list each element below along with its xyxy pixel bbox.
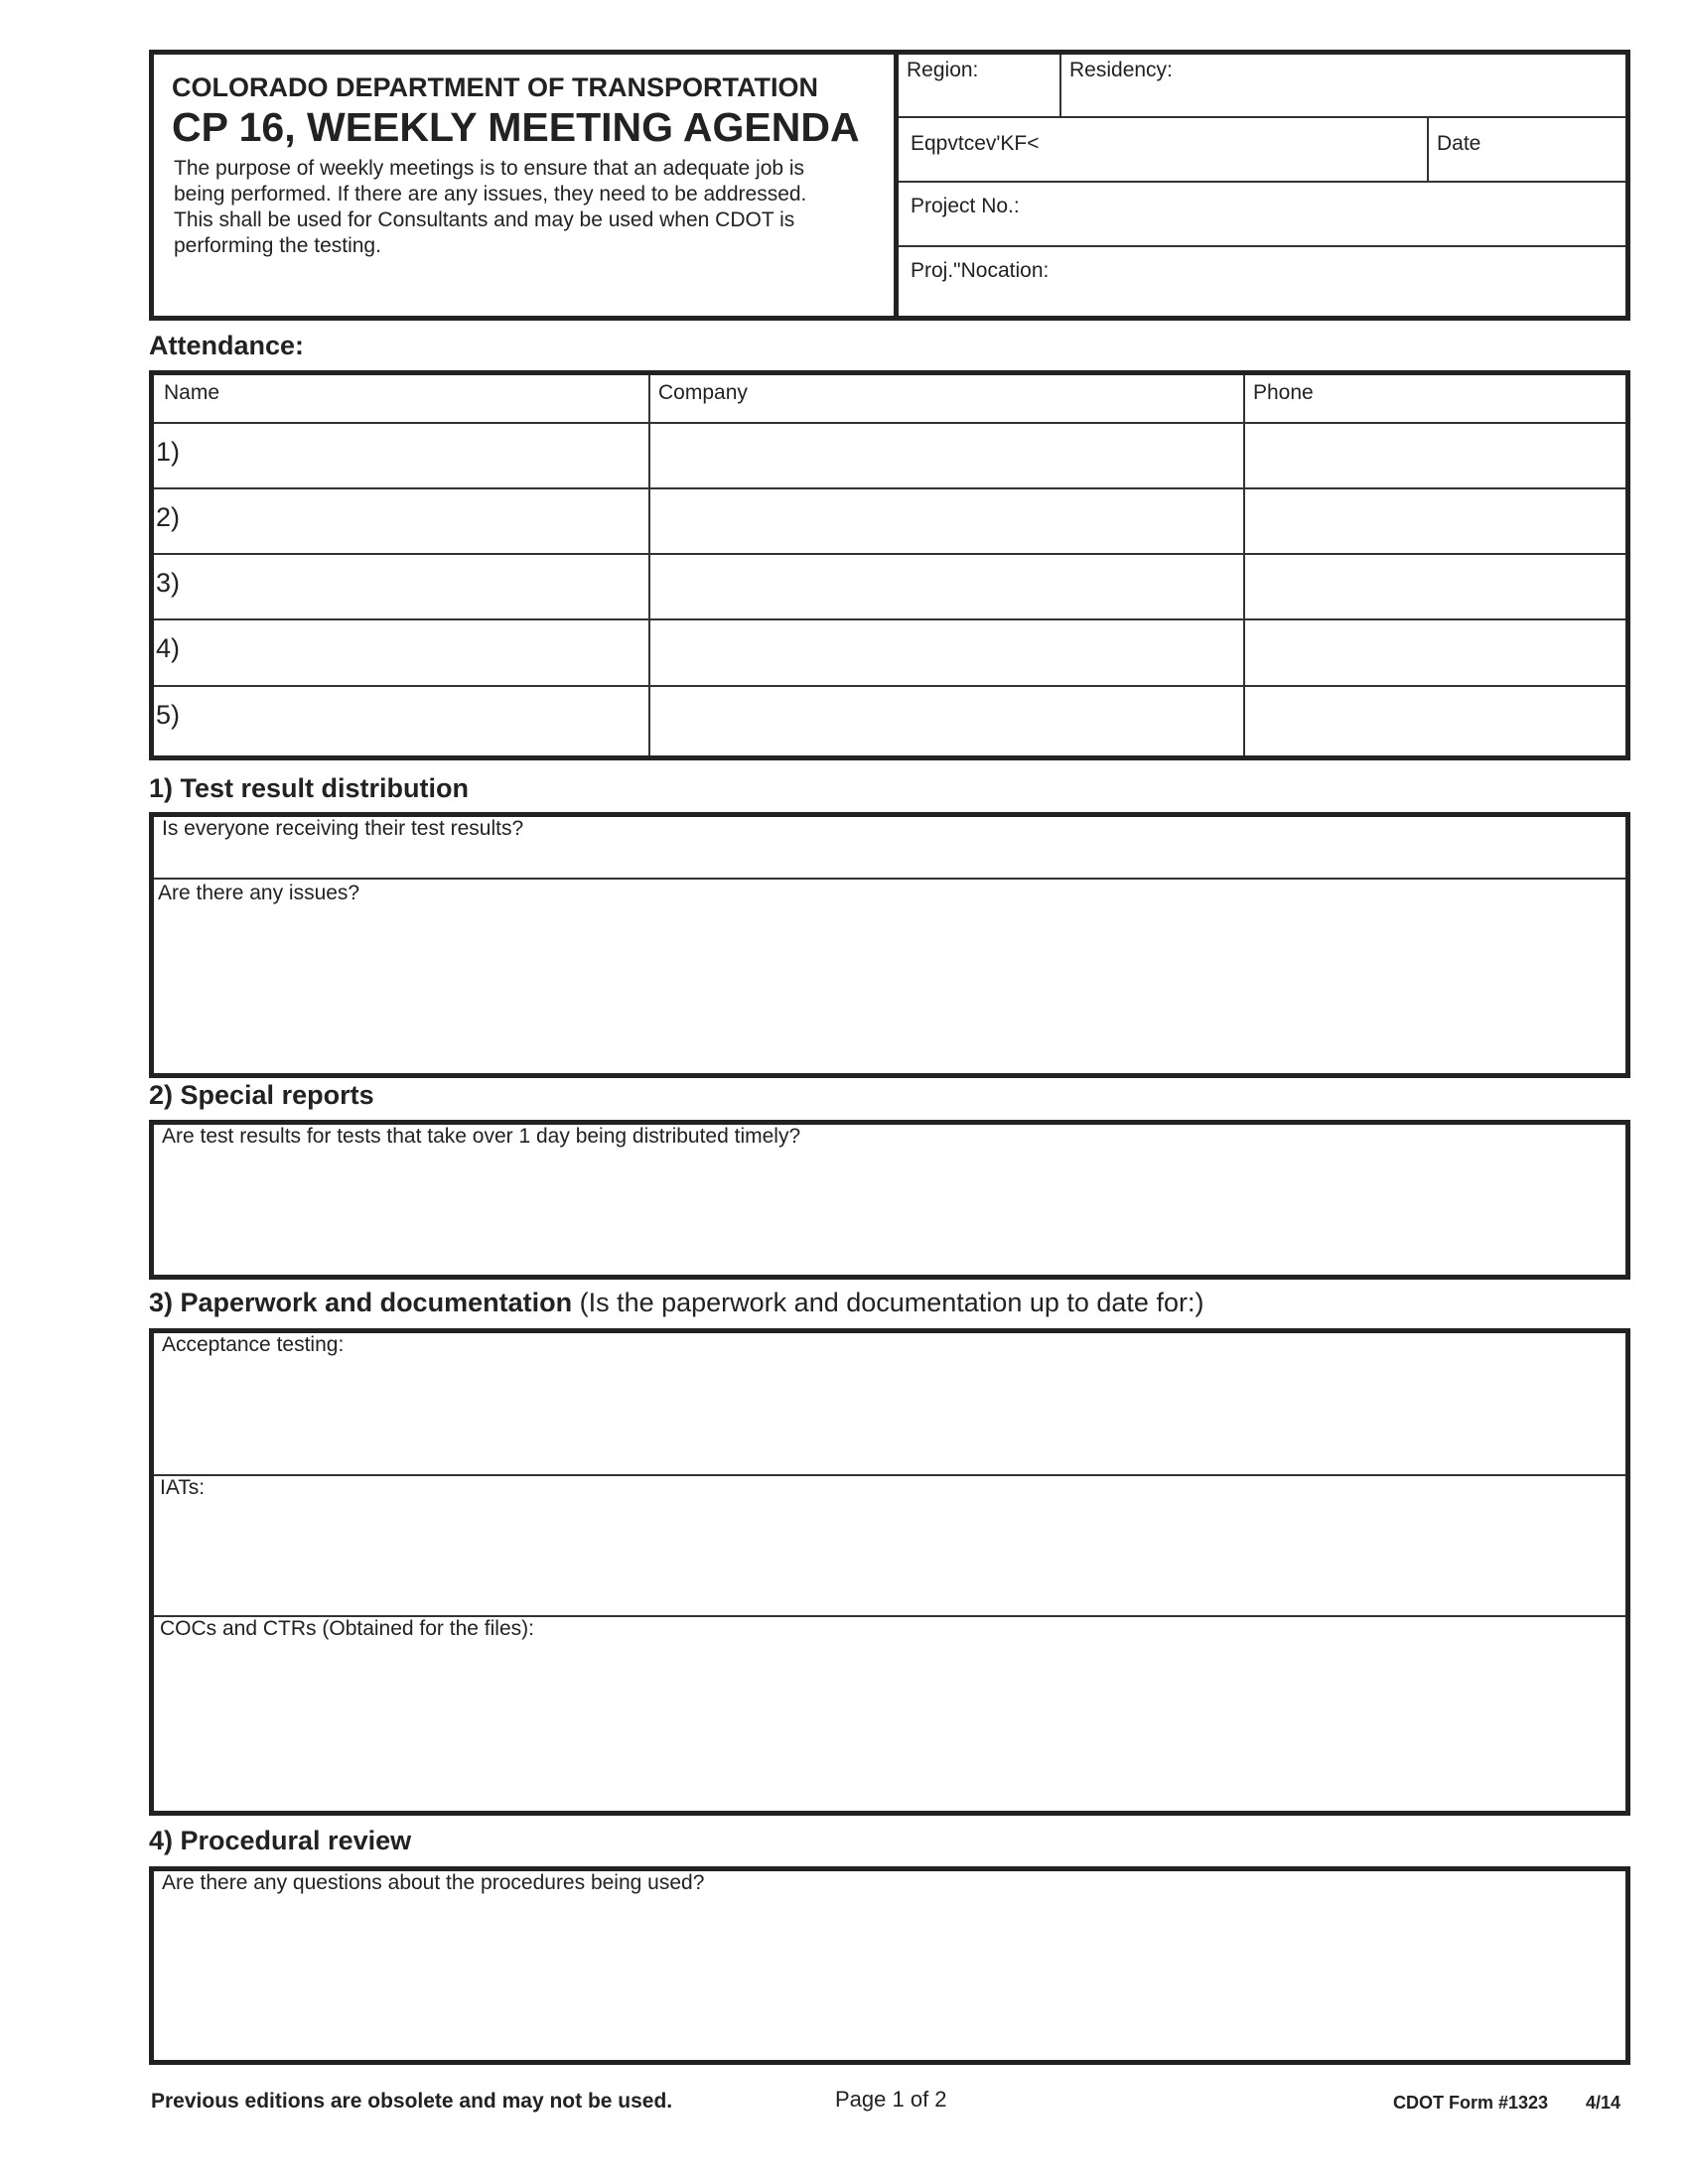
- column-header-company: Company: [658, 381, 748, 404]
- question-label: Are test results for tests that take over 1 day being distributed timely?: [162, 1125, 801, 1148]
- section-special-reports-box: [149, 1120, 1630, 1280]
- attendance-col-line: [1243, 375, 1245, 755]
- date-field[interactable]: [1429, 118, 1625, 181]
- section-paperwork-title: [149, 1288, 1203, 1318]
- attendance-title: Attendance:: [149, 331, 305, 360]
- section-test-results-box: [149, 812, 1630, 1078]
- purpose-line-4: performing the testing.: [174, 234, 381, 257]
- row-number: 1): [156, 437, 181, 467]
- page-number: Page 1 of 2: [835, 2087, 947, 2112]
- region-label: Region:: [907, 59, 979, 81]
- section-procedural-box: [149, 1866, 1630, 2065]
- location-field[interactable]: [899, 247, 1625, 316]
- section-paperwork-note: (Is the paperwork and documentation up to date for:): [572, 1288, 1204, 1317]
- section-special-reports-title: 2) Special reports: [149, 1080, 374, 1110]
- attendance-row-line: [154, 422, 1625, 424]
- question-label: Acceptance testing:: [162, 1333, 345, 1356]
- info-panel: [899, 55, 1625, 316]
- attendance-row-line: [154, 618, 1625, 620]
- section-procedural-title: 4) Procedural review: [149, 1826, 412, 1855]
- test-results-issues-field[interactable]: [154, 880, 1625, 1073]
- row-number: 3): [156, 568, 181, 598]
- question-label: Is everyone receiving their test results?: [162, 817, 524, 840]
- row-number: 5): [156, 700, 181, 730]
- question-label: IATs:: [160, 1476, 206, 1499]
- attendance-col-line: [648, 375, 650, 755]
- cocs-ctrs-field[interactable]: [154, 1617, 1625, 1811]
- attendance-row-line: [154, 487, 1625, 489]
- contract-id-label: Eqpvtcev'KF<: [911, 132, 1040, 155]
- date-label: Date: [1437, 132, 1481, 155]
- footer-obsolete-notice: Previous editions are obsolete and may not be used.: [151, 2090, 673, 2113]
- project-no-field[interactable]: [899, 183, 1625, 245]
- department-name: COLORADO DEPARTMENT OF TRANSPORTATION: [172, 72, 818, 102]
- special-reports-timely-field[interactable]: [154, 1125, 1625, 1275]
- residency-field[interactable]: [1061, 55, 1625, 116]
- form-revision: 4/14: [1586, 2093, 1621, 2113]
- column-header-phone: Phone: [1253, 381, 1314, 404]
- purpose-line-1: The purpose of weekly meetings is to ensure that an adequate job is: [174, 157, 805, 180]
- question-label: COCs and CTRs (Obtained for the files):: [160, 1617, 534, 1640]
- residency-label: Residency:: [1069, 59, 1173, 81]
- iats-field[interactable]: [154, 1476, 1625, 1615]
- section-paperwork-heading: 3) Paperwork and documentation: [149, 1288, 573, 1317]
- contract-id-field[interactable]: [899, 118, 1427, 181]
- attendance-table: [149, 370, 1630, 760]
- attendance-row-line: [154, 685, 1625, 687]
- section-test-results-title: 1) Test result distribution: [149, 773, 470, 803]
- acceptance-testing-field[interactable]: [154, 1333, 1625, 1474]
- row-number: 4): [156, 633, 181, 663]
- form-title: CP 16, WEEKLY MEETING AGENDA: [172, 104, 860, 150]
- form-number: CDOT Form #1323: [1393, 2093, 1549, 2113]
- location-label: Proj."Nocation:: [911, 259, 1050, 282]
- row-number: 2): [156, 502, 181, 532]
- column-header-name: Name: [164, 381, 220, 404]
- purpose-line-3: This shall be used for Consultants and may be used when CDOT is: [174, 208, 795, 231]
- question-label: Are there any issues?: [158, 882, 360, 904]
- section-paperwork-box: [149, 1328, 1630, 1816]
- attendance-row-line: [154, 553, 1625, 555]
- project-no-label: Project No.:: [911, 195, 1020, 217]
- header-block: [149, 50, 1630, 321]
- test-results-received-field[interactable]: [154, 817, 1625, 878]
- question-label: Are there any questions about the procedures being used?: [162, 1871, 705, 1894]
- procedures-questions-field[interactable]: [154, 1871, 1625, 2060]
- region-field[interactable]: [899, 55, 1059, 116]
- purpose-line-2: being performed. If there are any issues, they need to be addressed.: [174, 183, 807, 205]
